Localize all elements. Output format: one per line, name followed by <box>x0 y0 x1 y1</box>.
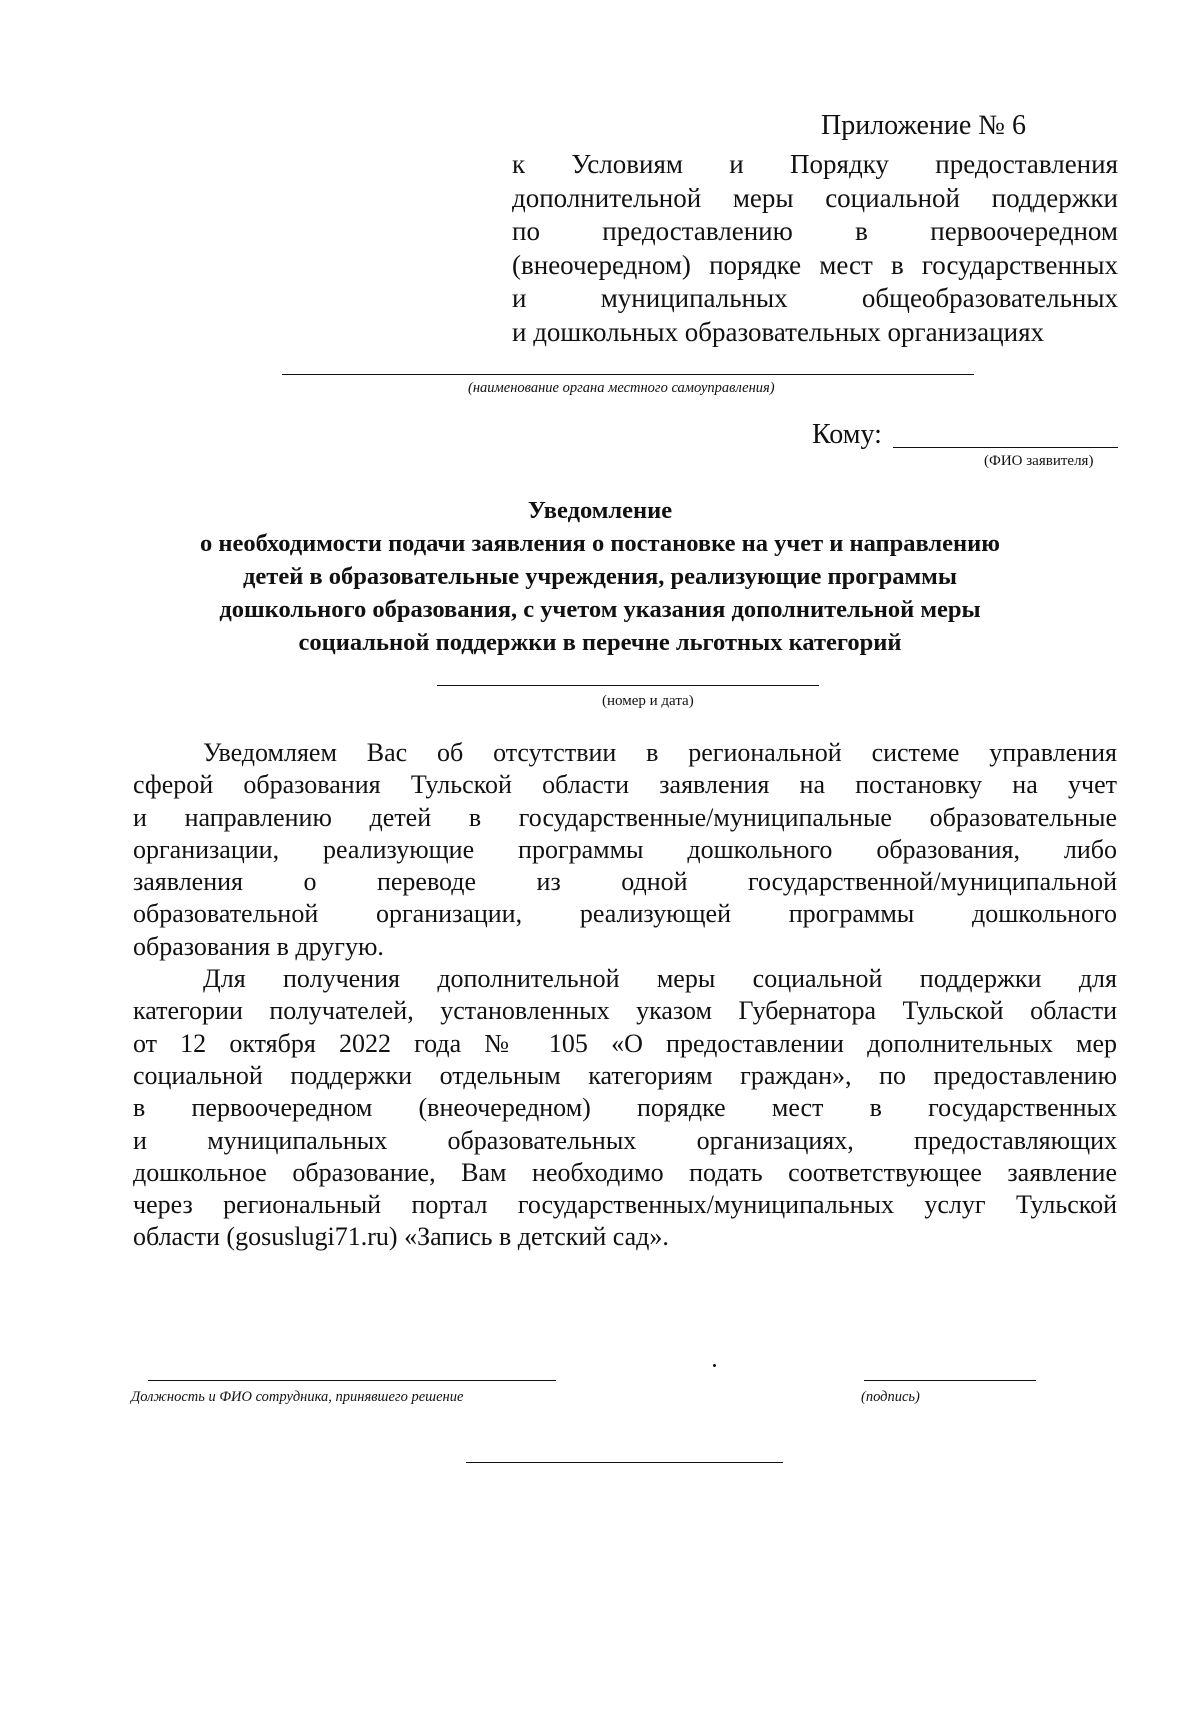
authority-caption: (наименование органа местного самоуправления) <box>468 380 775 396</box>
bottom-rule <box>466 1462 783 1463</box>
signature-caption: (подпись) <box>861 1389 920 1405</box>
recipient-label: Кому: <box>812 419 882 450</box>
notice-body <box>133 737 1117 1254</box>
notice-title <box>140 494 1060 659</box>
scan-dot-mark <box>713 1364 716 1367</box>
body-line: образования в другую. <box>133 931 384 961</box>
body-line: и муниципальных образовательных организациях, предоставляющих <box>133 1125 1117 1155</box>
appendix-subtitle <box>512 148 1118 349</box>
notice-title-line: дошкольного образования, с учетом указания дополнительной меры <box>219 596 981 623</box>
body-line: в первоочередном (внеочередном) порядке мест в государственных <box>133 1093 1117 1123</box>
notice-title-line: детей в образовательные учреждения, реализующие программы <box>243 563 957 590</box>
body-line: Для получения дополнительной меры социальной поддержки для <box>203 964 1117 994</box>
body-line: организации, реализующие программы дошкольного образования, либо <box>133 834 1117 864</box>
official-rule <box>148 1380 556 1381</box>
body-line: через региональный портал государственных/муниципальных услуг Тульской <box>133 1190 1117 1220</box>
body-line: Уведомляем Вас об отсутствии в региональной системе управления <box>203 738 1117 767</box>
appendix-line: и муниципальных общеобразовательных <box>512 283 1118 313</box>
body-line: заявления о переводе из одной государственной/муниципальной <box>133 867 1117 897</box>
appendix-line: по предоставлению в первоочередном <box>512 216 1118 246</box>
appendix-line: и дошкольных образовательных организациях <box>512 316 1044 347</box>
appendix-title: Приложение № 6 <box>821 110 1026 141</box>
recipient-caption: (ФИО заявителя) <box>984 453 1094 469</box>
recipient-rule <box>893 447 1118 448</box>
body-paragraph-1 <box>133 737 1117 963</box>
body-line: образовательной организации, реализующей программы дошкольного <box>133 899 1117 929</box>
number-date-rule <box>437 685 819 686</box>
body-line: сферой образования Тульской области заявления на постановку на учет <box>133 770 1117 800</box>
body-line: от 12 октября 2022 года № 105 «О предоставлении дополнительных мер <box>133 1028 1117 1058</box>
body-paragraph-2 <box>133 963 1117 1254</box>
appendix-line: (внеочередном) порядке мест в государственных <box>512 249 1118 280</box>
number-date-caption: (номер и дата) <box>602 693 694 709</box>
body-line: социальной поддержки отдельным категориям граждан», по предоставлению <box>133 1060 1117 1090</box>
appendix-line: к Условиям и Порядку предоставления <box>512 149 1118 179</box>
authority-rule <box>282 374 974 375</box>
body-line: области (gosuslugi71.ru) «Запись в детский сад». <box>133 1222 669 1252</box>
official-caption: Должность и ФИО сотрудника, принявшего решение <box>131 1389 464 1405</box>
body-line: дошкольное образование, Вам необходимо подать соответствующее заявление <box>133 1157 1117 1187</box>
notice-title-line: Уведомление <box>527 497 673 524</box>
notice-title-line: о необходимости подачи заявления о постановке на учет и направлению <box>200 530 1000 557</box>
body-line: и направлению детей в государственные/муниципальные образовательные <box>133 802 1117 832</box>
body-line: категории получателей, установленных указом Губернатора Тульской области <box>133 996 1117 1026</box>
appendix-line: дополнительной меры социальной поддержки <box>512 182 1118 213</box>
signature-rule <box>864 1380 1036 1381</box>
notice-title-line: социальной поддержки в перечне льготных категорий <box>298 629 902 656</box>
